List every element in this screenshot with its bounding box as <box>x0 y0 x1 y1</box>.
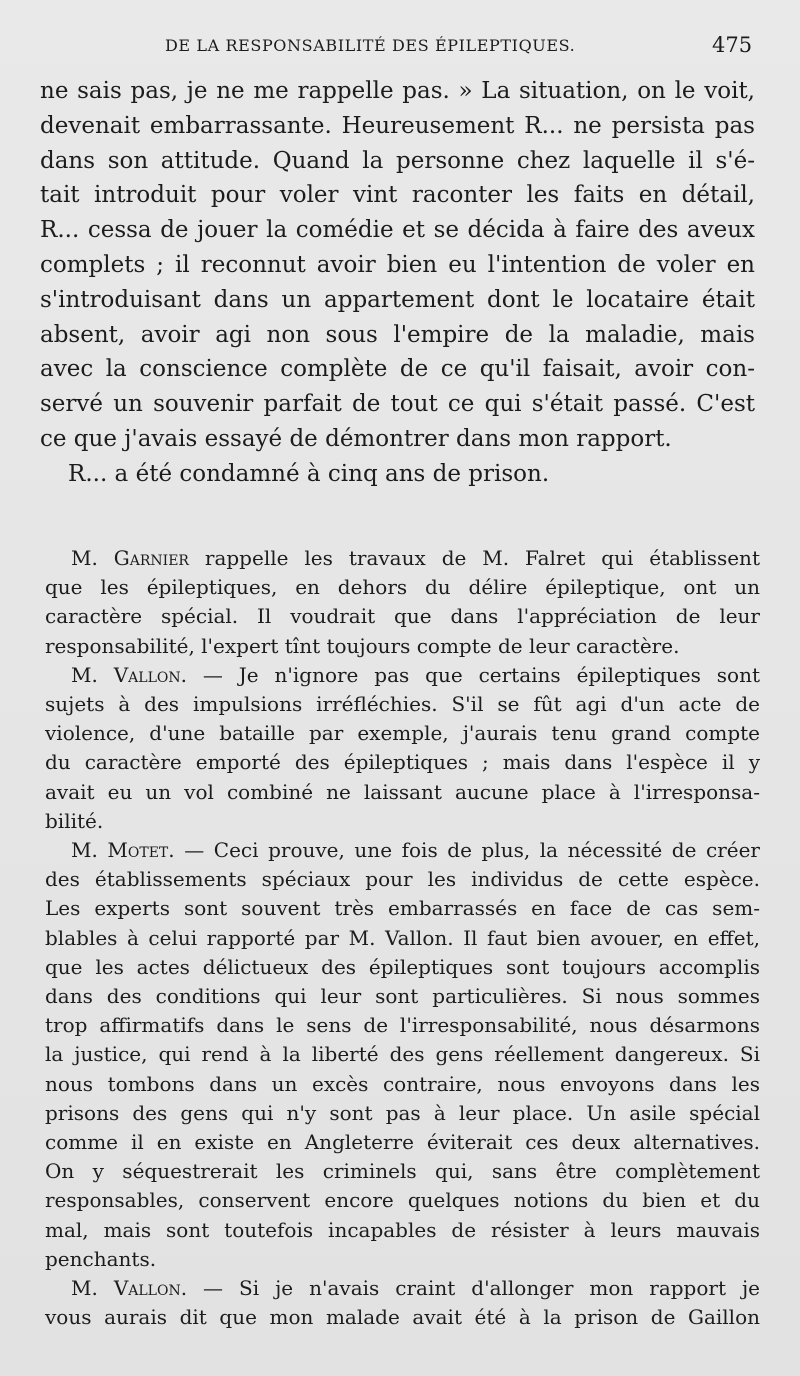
speaker-line <box>71 548 760 568</box>
text-line <box>45 721 760 746</box>
line-text: que les actes délictueux des épileptiques sont toujours accomplis <box>45 954 760 979</box>
text-line <box>45 808 104 833</box>
text-line <box>45 1100 760 1125</box>
text-line: tait introduit pour voler vint raconter les faits en détail, <box>40 182 755 209</box>
text-line <box>45 1246 157 1271</box>
speaker-line <box>71 662 760 687</box>
text-line <box>45 633 680 658</box>
line-text: la justice, qui rend à la liberté des gens réellement dangereux. Si <box>45 1042 760 1067</box>
text-line <box>45 604 760 629</box>
line-text: avait eu un vol combiné ne laissant aucune place à l'irresponsa- <box>45 779 760 804</box>
text-line <box>45 1042 760 1067</box>
text-line: ne sais pas, je ne me rappelle pas. » La situation, on le voit, <box>40 78 755 104</box>
text-line: dans son attitude. Quand la personne chez laquelle il s'é- <box>40 147 755 174</box>
speaker-name: M. Garnier <box>71 546 189 570</box>
line-text: penchants. <box>45 1246 157 1271</box>
line-text: vous aurais dit que mon malade avait été à la prison de Gaillon <box>45 1305 760 1330</box>
line-text: Les experts sont souvent très embarrassés en face de cas sem- <box>45 896 760 921</box>
line-text: comme il en existe en Angleterre éviterait ces deux alternatives. <box>45 1130 760 1154</box>
text-line: R... a été condamné à cinq ans de prison. <box>68 460 550 487</box>
text-line: R... cessa de jouer la comédie et se décida à faire des aveux <box>40 217 755 244</box>
text-line <box>45 954 760 979</box>
line-text: violence, d'une bataille par exemple, j'aurais tenu grand compte <box>45 721 760 746</box>
speaker-name: M. Motet <box>71 838 169 862</box>
text-line <box>45 575 760 600</box>
line-text: . — Ceci prouve, une fois de plus, la nécessité de créer <box>168 838 760 862</box>
text-line <box>45 1071 760 1096</box>
text-line: complets ; il reconnut avoir bien eu l'intention de voler en <box>40 252 755 278</box>
line-text: bilité. <box>45 808 104 833</box>
speaker-name: M. Vallon <box>71 1276 181 1300</box>
page-number: 475 <box>712 33 753 57</box>
text-line <box>45 1217 760 1242</box>
line-text: rappelle les travaux de M. Falret qui établissent <box>188 546 760 570</box>
line-text: responsables, conservent encore quelques notions du bien et du <box>45 1188 760 1213</box>
text-line <box>45 1188 760 1213</box>
line-text: que les épileptiques, en dehors du délire épileptique, ont un <box>45 575 760 600</box>
line-text: dans des conditions qui leur sont particulières. Si nous sommes <box>45 984 760 1008</box>
text-line <box>45 694 760 714</box>
line-text: trop affirmatifs dans le sens de l'irresponsabilité, nous désarmons <box>45 1013 760 1038</box>
line-text: caractère spécial. Il voudrait que dans l'appréciation de leur <box>45 604 760 629</box>
speaker-line <box>71 840 760 860</box>
text-line <box>45 986 760 1006</box>
text-line <box>45 1305 760 1330</box>
speaker-line <box>71 1278 760 1298</box>
text-line: servé un souvenir parfait de tout ce qui s'était passé. C'est <box>40 391 755 418</box>
text-line <box>45 896 760 921</box>
text-line: s'introduisant dans un appartement dont le locataire était <box>40 286 755 313</box>
text-line <box>45 1013 760 1038</box>
line-text: nous tombons dans un excès contraire, nous envoyons dans les <box>45 1071 760 1096</box>
line-text: . — Je n'ignore pas que certains épileptiques sont <box>180 662 760 687</box>
speaker-name: M. Vallon <box>71 662 181 687</box>
text-line <box>45 925 760 950</box>
line-text: prisons des gens qui n'y sont pas à leur place. Un asile spécial <box>45 1100 760 1125</box>
line-text: On y séquestrerait les criminels qui, sans être complètement <box>45 1159 760 1184</box>
text-line <box>45 750 760 775</box>
text-line: absent, avoir agi non sous l'empire de la maladie, mais <box>40 321 755 348</box>
line-text: sujets à des impulsions irréfléchies. S'il se fût agi d'un acte de <box>45 692 760 716</box>
text-line <box>45 1159 760 1184</box>
line-text: blables à celui rapporté par M. Vallon. Il faut bien avouer, en effet, <box>45 925 760 950</box>
text-line <box>45 1132 760 1152</box>
text-line <box>45 779 760 804</box>
running-title: DE LA RESPONSABILITÉ DES ÉPILEPTIQUES. <box>165 36 576 55</box>
text-line: avec la conscience complète de ce qu'il faisait, avoir con- <box>40 356 755 383</box>
line-text: des établissements spéciaux pour les individus de cette espèce. <box>45 867 760 892</box>
text-line: ce que j'avais essayé de démontrer dans mon rapport. <box>40 426 672 452</box>
line-text: mal, mais sont toutefois incapables de résister à leurs mauvais <box>45 1217 760 1242</box>
text-line <box>45 867 760 892</box>
page-header <box>0 33 800 60</box>
text-line: devenait embarrassante. Heureusement R... ne persista pas <box>40 112 755 139</box>
line-text: . — Si je n'avais craint d'allonger mon rapport je <box>180 1276 760 1300</box>
line-text: du caractère emporté des épileptiques ; mais dans l'espèce il y <box>45 750 760 775</box>
line-text: responsabilité, l'expert tînt toujours compte de leur caractère. <box>45 633 680 658</box>
